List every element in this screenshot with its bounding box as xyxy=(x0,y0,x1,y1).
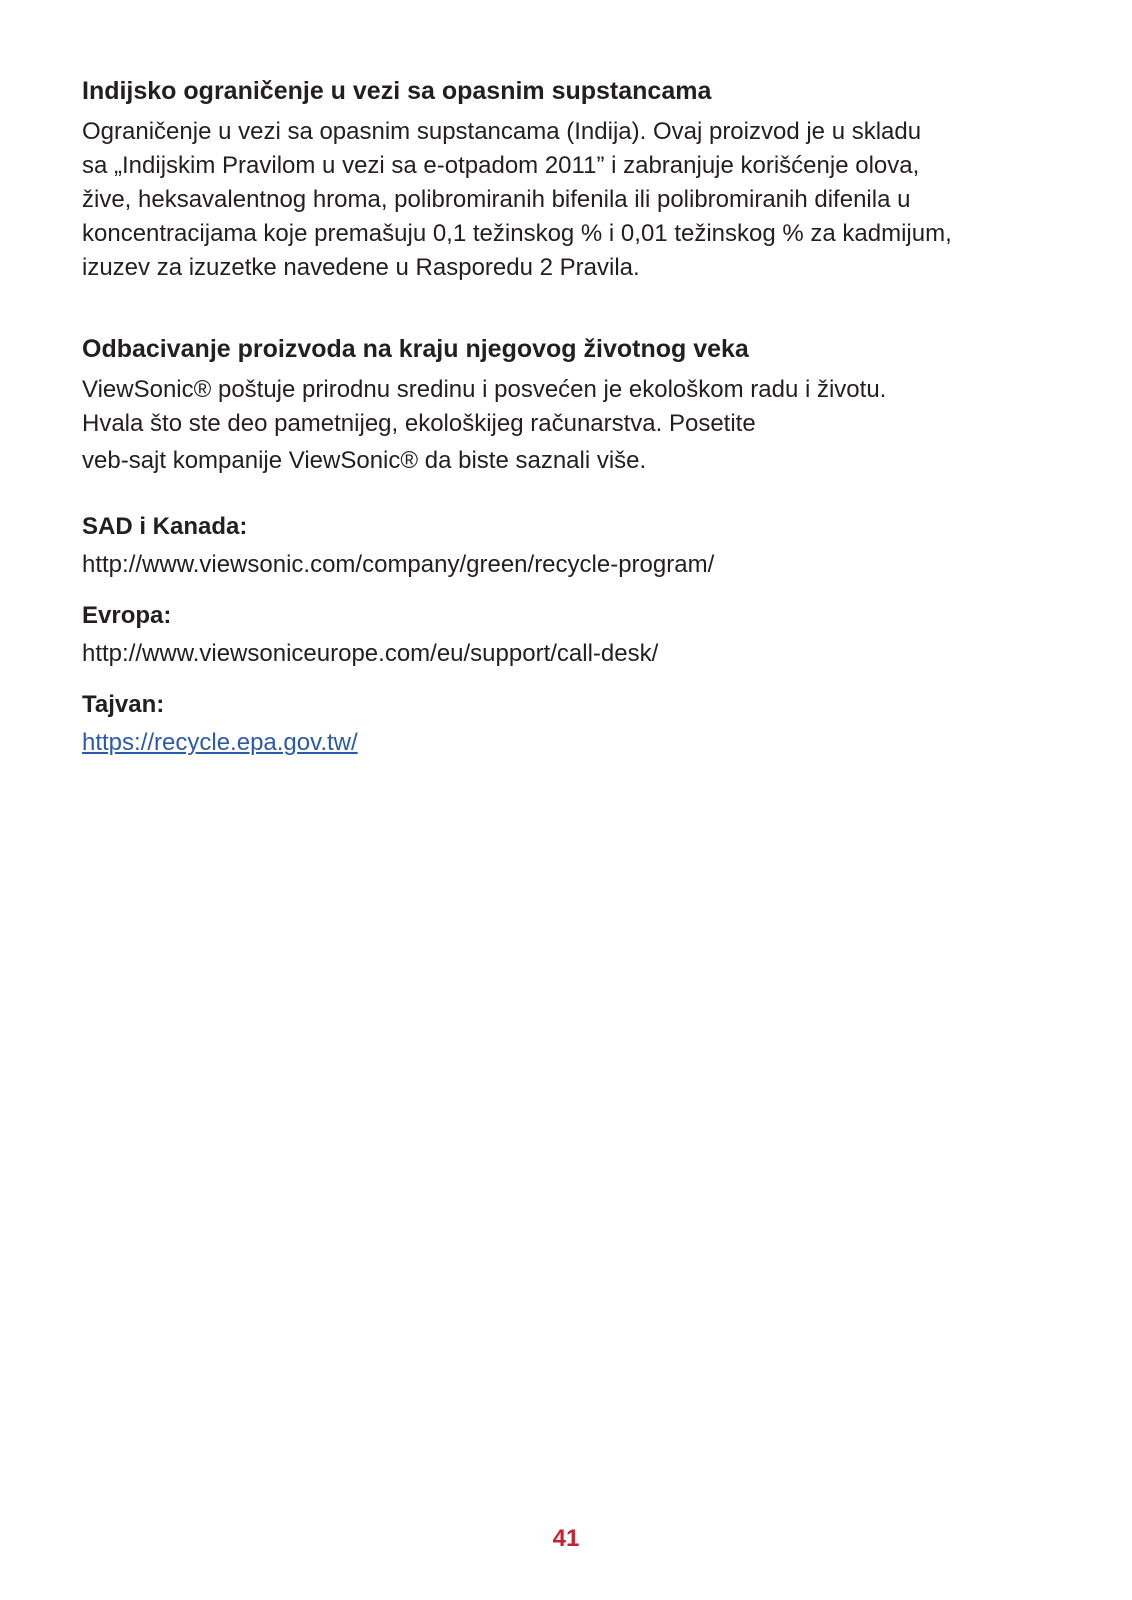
region-link-taiwan[interactable]: https://recycle.epa.gov.tw/ xyxy=(82,729,358,756)
paragraph-line: žive, heksavalentnog hroma, polibromiranih bifenila ili polibromiranih difenila u xyxy=(82,186,911,213)
section-title-disposal: Odbacivanje proizvoda na kraju njegovog životnog veka xyxy=(82,335,749,363)
region-url-europe: http://www.viewsoniceurope.com/eu/support/call-desk/ xyxy=(82,640,659,667)
region-url-us-canada: http://www.viewsonic.com/company/green/recycle-program/ xyxy=(82,551,715,578)
paragraph-line: Ograničenje u vezi sa opasnim supstancama (Indija). Ovaj proizvod je u skladu xyxy=(82,118,922,145)
paragraph-line: koncentracijama koje premašuju 0,1 težinskog % i 0,01 težinskog % za kadmijum, xyxy=(82,220,952,247)
paragraph-line: Hvala što ste deo pametnijeg, ekološkijeg računarstva. Posetite xyxy=(82,410,756,437)
paragraph-line: ViewSonic® poštuje prirodnu sredinu i posvećen je ekološkom radu i životu. xyxy=(82,376,887,403)
section-title-india-rohs: Indijsko ograničenje u vezi sa opasnim supstancama xyxy=(82,77,712,105)
region-label-europe: Evropa: xyxy=(82,602,172,629)
region-label-us-canada: SAD i Kanada: xyxy=(82,513,248,540)
paragraph-line: izuzev za izuzetke navedene u Rasporedu 2 Pravila. xyxy=(82,254,640,281)
page-number: 41 xyxy=(552,1525,580,1552)
paragraph-line: veb-sajt kompanije ViewSonic® da biste saznali više. xyxy=(82,447,647,474)
paragraph-line: sa „Indijskim Pravilom u vezi sa e-otpadom 2011” i zabranjuje korišćenje olova, xyxy=(82,152,920,179)
region-label-taiwan: Tajvan: xyxy=(82,691,165,718)
